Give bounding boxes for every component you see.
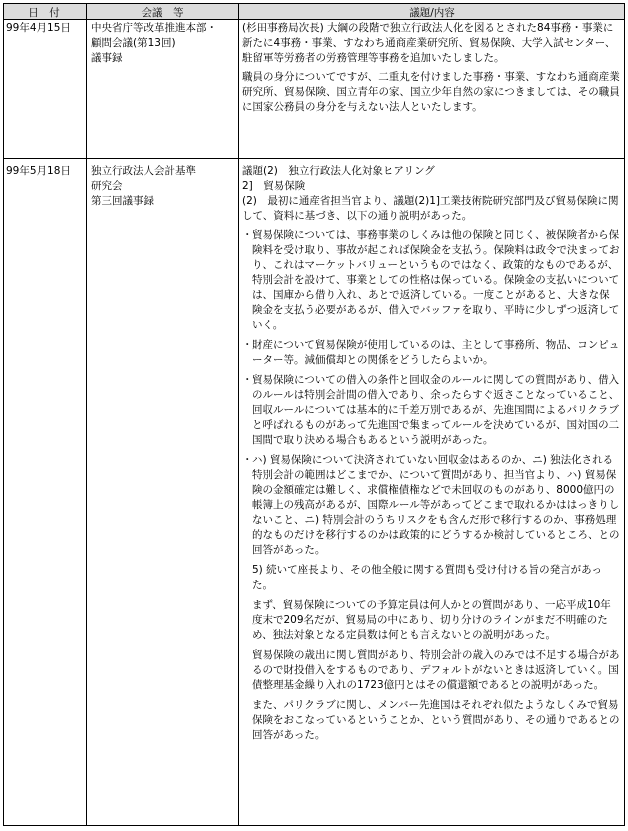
row2-date: 99年5月18日 [6, 165, 71, 177]
row2-meeting [91, 164, 239, 209]
row2-content [242, 164, 620, 748]
bullet-item [242, 453, 620, 558]
row-divider [4, 158, 624, 159]
header-date: 日 付 [28, 7, 60, 19]
bullet-icon: ・ [242, 229, 253, 241]
agenda-line: 2] 貿易保険 [242, 180, 306, 192]
table-header [4, 4, 624, 20]
bullet-item [242, 373, 620, 448]
meeting-line: 顧問会議(第13回) [91, 37, 176, 49]
bullet-text: ハ) 貿易保険について決済されていない回収金はあるのか、ニ) 独法化される特別会計の範囲はどこまでか、について質問があり、担当官より、ハ) 貿易保険の金額確定は難しく、求償権債権などで未回収のものがあり、8000億円の帳簿上の残高があるが、国際ルール等があってどこまで取れるかははっきりしないこと、ニ) 特別会計のうちリスクをも含んだ形で移行するのか、事務処理的なものだけを移行するのかは政策的にどうするか検討しているところ、との回答があった。 [252, 454, 620, 556]
paragraph: (杉田事務局次長) 大綱の段階で独立行政法人化を図るとされた84事務・事業に新たに4事務・事業、すなわち通商産業研究所、貿易保険、大学入試センター、駐留軍等労務者の労務管理等事務を追加いたしました。 [242, 22, 616, 64]
header-meeting: 会議 等 [141, 7, 184, 19]
row1-meeting [91, 21, 239, 66]
row1-content [242, 21, 620, 119]
bullet-icon: ・ [242, 339, 253, 351]
paragraph: (2) 最初に通産省担当官より、議題(2)1]工業技術院研究部門及び貿易保険に関して、資料に基づき、以下の通り説明があった。 [242, 195, 619, 222]
bullet-text: 貿易保険についての借入の条件と回収金のルールに関しての質問があり、借入のルールは特別会計間の借入であり、余ったらすぐ返さことなっていること、回収ルールについては基本的に千差万別であるが、先進国間によるパリクラブと呼ばれるものがあって先進国で集まってルールを決めているが、国対国の二国間で取り決める場合もあるという説明があった。 [252, 374, 620, 446]
meeting-line: 研究会 [91, 180, 123, 192]
paragraph: 貿易保険の歳出に関し質問があり、特別会計の歳入のみでは不足する場合があるので財投借入をするものであり、デフォルトがないときは返済していく。国債整理基金繰り入れの1723億円とはその償還額であるとの説明があった。 [252, 649, 620, 691]
meeting-line: 独立行政法人会計基準 [91, 165, 196, 177]
bullet-text: 財産について貿易保険が使用しているのは、主として事務所、物品、コンピューター等。減価償却との関係をどうしたらよいか。 [252, 339, 620, 366]
paragraph: 職員の身分についてですが、二重丸を付けました事務・事業、すなわち通商産業研究所、貿易保険、国立青年の家、国立少年自然の家につきましては、その職員に国家公務員の身分を与えない法人といたします。 [242, 71, 620, 113]
header-content: 議題/内容 [409, 7, 455, 19]
bullet-icon: ・ [242, 374, 253, 386]
column-divider [238, 4, 239, 825]
meeting-line: 第三回議事録 [91, 195, 154, 207]
meeting-line: 中央省庁等改革推進本部・ [91, 22, 217, 34]
row1-date: 99年4月15日 [6, 22, 71, 34]
bullet-icon: ・ [242, 454, 253, 466]
meeting-line: 議事録 [91, 52, 123, 64]
minutes-table [3, 3, 625, 826]
bullet-text: 貿易保険については、事務事業のしくみは他の保険と同じく、被保険者から保険料を受け取り、事故が起これば保険金を支払う。保険料は政令で決まっており、これはマーケットバリューというものではなく、政策的なものであるが、特別会計を設けて、事業としての性格は保っている。保険金の支払いについては、国庫から借り入れ、あとで返済している。一度ことがあると、大きな保険金を支払う必要があるが、借入でバッファを取り、平時に少しずつ返済していく。 [252, 229, 620, 331]
bullet-item [242, 338, 620, 368]
paragraph: また、パリクラブに関し、メンバー先進国はそれぞれ似たようなしくみで貿易保険をおこなっているということか、という質問があり、その通りであるとの回答があった。 [252, 699, 620, 741]
column-divider [86, 4, 87, 825]
agenda-line: 議題(2) 独立行政法人化対象ヒアリング [242, 165, 435, 177]
bullet-item [242, 228, 620, 333]
paragraph: まず、貿易保険についての予算定員は何人かとの質問があり、一応平成10年度末で209名だが、貿易局の中にあり、切り分けのラインがまだ不明確のため、独法対象となる定員数は何とも言えないとの説明があった。 [252, 599, 611, 641]
paragraph: 5) 続いて座長より、その他全般に関する質問も受け付ける旨の発言があった。 [252, 564, 603, 591]
